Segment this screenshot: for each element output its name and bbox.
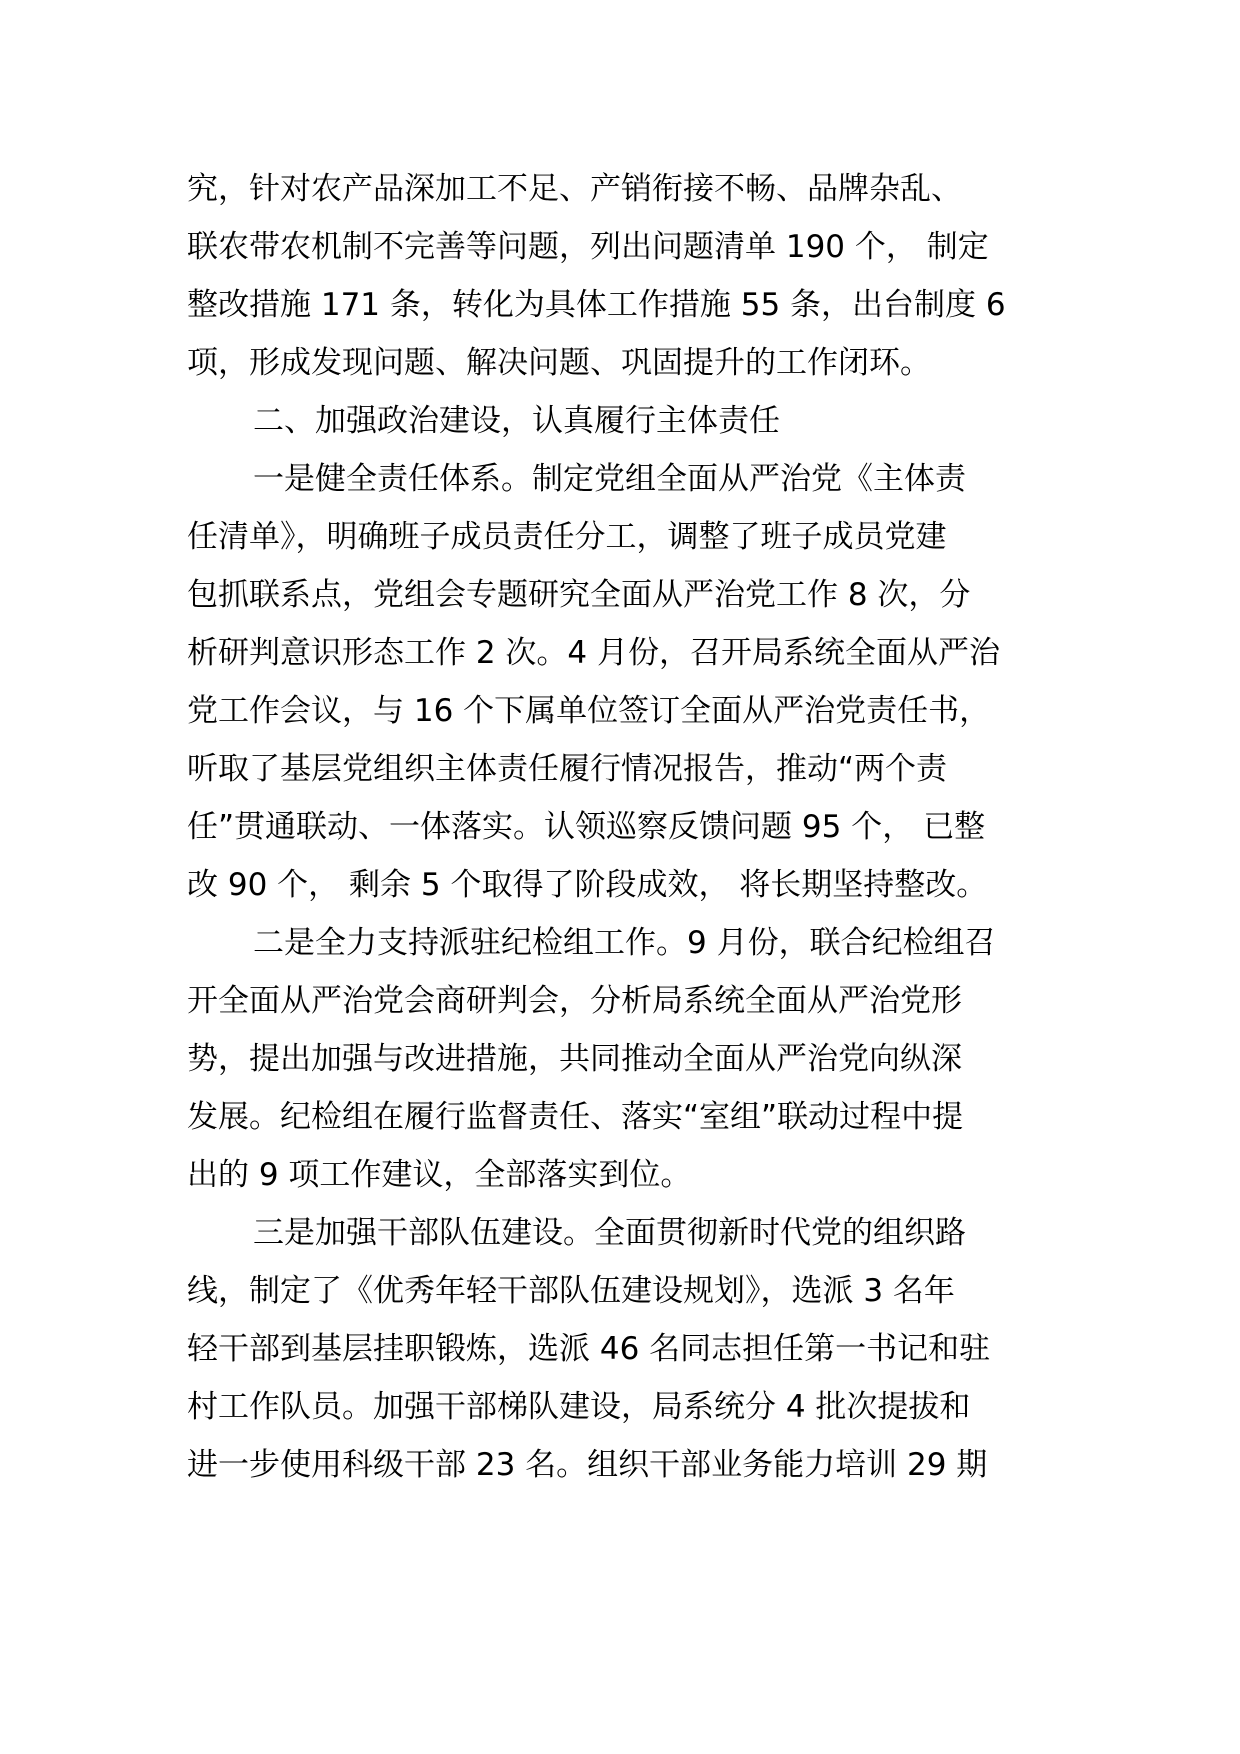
paragraph-continued [187, 160, 1067, 392]
body-text [187, 160, 1067, 1494]
text-line: 二是全力支持派驻纪检组工作。9 月份，联合纪检组召 [253, 925, 996, 961]
text-line: 进一步使用科级干部 23 名。组织干部业务能力培训 29 期 [187, 1447, 988, 1483]
text-line: 轻干部到基层挂职锻炼，选派 46 名同志担任第一书记和驻 [187, 1331, 991, 1367]
paragraph-responsibility-system [187, 450, 1067, 914]
text-line: 析研判意识形态工作 2 次。4 月份，召开局系统全面从严治 [187, 635, 1001, 671]
text-line: 任清单》，明确班子成员责任分工，调整了班子成员党建 [187, 519, 947, 555]
section-heading [187, 392, 1067, 450]
heading-line: 二、加强政治建设，认真履行主体责任 [253, 403, 780, 439]
text-line: 任”贯通联动、一体落实。认领巡察反馈问题 95 个， 已整 [187, 809, 986, 845]
paragraph-cadre-team [187, 1204, 1067, 1494]
text-line: 出的 9 项工作建议，全部落实到位。 [187, 1157, 692, 1193]
text-line: 究，针对农产品深加工不足、产销衔接不畅、品牌杂乱、 [187, 171, 962, 207]
text-line: 三是加强干部队伍建设。全面贯彻新时代党的组织路 [253, 1215, 966, 1251]
text-line: 整改措施 171 条，转化为具体工作措施 55 条，出台制度 6 [187, 287, 1006, 323]
text-line: 一是健全责任体系。制定党组全面从严治党《主体责 [253, 461, 966, 497]
text-line: 包抓联系点，党组会专题研究全面从严治党工作 8 次，分 [187, 577, 971, 613]
text-line: 项，形成发现问题、解决问题、巩固提升的工作闭环。 [187, 345, 931, 381]
text-line: 发展。纪检组在履行监督责任、落实“室组”联动过程中提 [187, 1099, 964, 1135]
text-line: 听取了基层党组织主体责任履行情况报告，推动“两个责 [187, 751, 948, 787]
text-line: 改 90 个， 剩余 5 个取得了阶段成效， 将长期坚持整改。 [187, 867, 988, 903]
text-line: 联农带农机制不完善等问题，列出问题清单 190 个， 制定 [187, 229, 989, 265]
paragraph-discipline-group [187, 914, 1067, 1204]
text-line: 村工作队员。加强干部梯队建设，局系统分 4 批次提拔和 [187, 1389, 971, 1425]
text-line: 势，提出加强与改进措施，共同推动全面从严治党向纵深 [187, 1041, 962, 1077]
text-line: 开全面从严治党会商研判会，分析局系统全面从严治党形 [187, 983, 962, 1019]
text-line: 线，制定了《优秀年轻干部队伍建设规划》，选派 3 名年 [187, 1273, 955, 1309]
text-line: 党工作会议，与 16 个下属单位签订全面从严治党责任书， [187, 693, 991, 729]
